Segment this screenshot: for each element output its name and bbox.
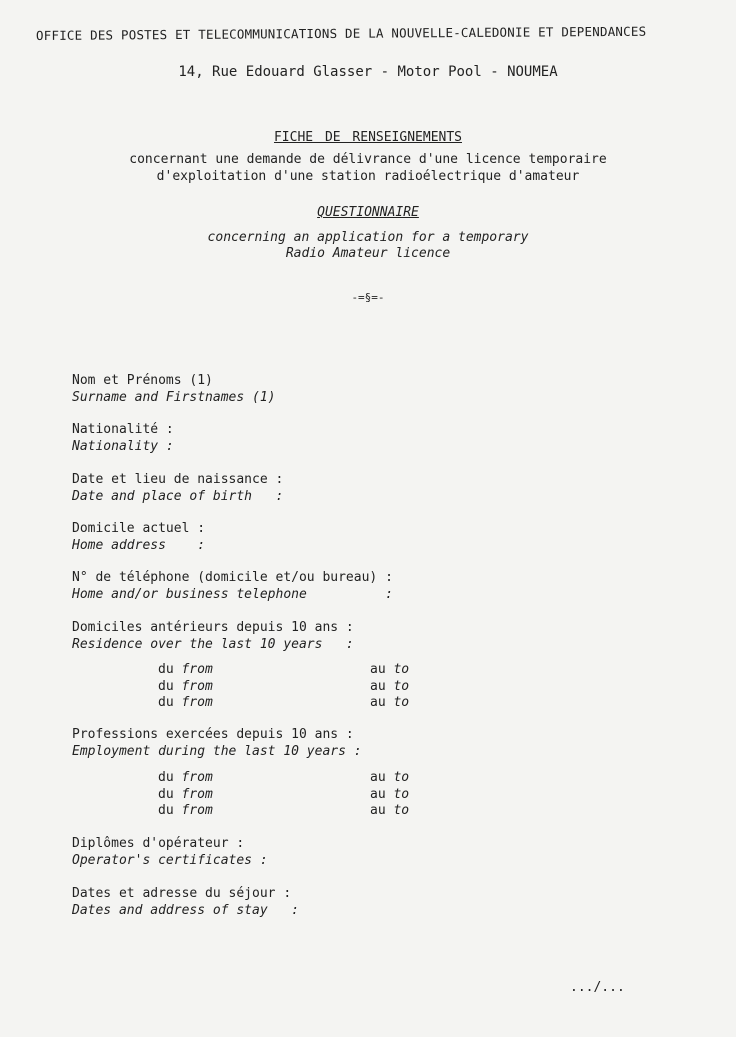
label-name-fr: Nom et Prénoms (1)	[72, 373, 213, 388]
form-description-en-line1: concerning an application for a temporary	[207, 230, 529, 245]
employment-period-from-1: du from	[158, 770, 213, 785]
employment-period-from-2: du from	[158, 787, 213, 802]
residence-period-to-2: au to	[370, 679, 410, 694]
residence-period-from-1: du from	[158, 662, 213, 677]
label-home-en: Home address :	[72, 538, 206, 553]
label-home-fr: Domicile actuel :	[72, 521, 206, 536]
residence-period-to-1: au to	[370, 662, 410, 677]
label-residence-en: Residence over the last 10 years :	[72, 637, 354, 652]
label-phone-fr: N° de téléphone (domicile et/ou bureau) :	[72, 570, 393, 585]
label-stay-en: Dates and address of stay :	[72, 903, 299, 918]
office-header: OFFICE DES POSTES ET TELECOMMUNICATIONS DE LA NOUVELLE-CALEDONIE ET DEPENDANCES	[35, 23, 647, 43]
residence-period-to-3: au to	[370, 695, 410, 710]
continued-marker: .../...	[570, 980, 625, 995]
employment-period-to-1: au to	[370, 770, 410, 785]
label-certificates-fr: Diplômes d'opérateur :	[72, 836, 245, 851]
label-phone-en: Home and/or business telephone :	[72, 587, 393, 602]
label-employment-en: Employment during the last 10 years :	[72, 744, 362, 759]
label-birth-en: Date and place of birth :	[72, 489, 284, 504]
employment-period-to-3: au to	[370, 803, 410, 818]
label-stay-fr: Dates et adresse du séjour :	[72, 886, 292, 901]
form-description-en-line2: Radio Amateur licence	[285, 246, 451, 261]
label-birth-fr: Date et lieu de naissance :	[72, 472, 284, 487]
form-description-fr-line1: concernant une demande de délivrance d'une licence temporaire	[129, 152, 607, 167]
label-certificates-en: Operator's certificates :	[72, 853, 268, 868]
label-employment-fr: Professions exercées depuis 10 ans :	[72, 727, 354, 742]
section-separator: -=§=-	[351, 291, 385, 304]
employment-period-to-2: au to	[370, 787, 410, 802]
form-title-en: QUESTIONNAIRE	[317, 205, 419, 220]
residence-period-from-3: du from	[158, 695, 213, 710]
label-nationality-en: Nationality :	[72, 439, 174, 454]
label-nationality-fr: Nationalité :	[72, 422, 174, 437]
label-residence-fr: Domiciles antérieurs depuis 10 ans :	[72, 620, 354, 635]
label-name-en: Surname and Firstnames (1)	[72, 390, 276, 405]
form-title-fr: FICHE DE RENSEIGNEMENTS	[273, 130, 462, 145]
office-address: 14, Rue Edouard Glasser - Motor Pool - NOUMEA	[178, 64, 558, 80]
residence-period-from-2: du from	[158, 679, 213, 694]
employment-period-from-3: du from	[158, 803, 213, 818]
form-description-fr-line2: d'exploitation d'une station radioélectrique d'amateur	[156, 169, 580, 184]
